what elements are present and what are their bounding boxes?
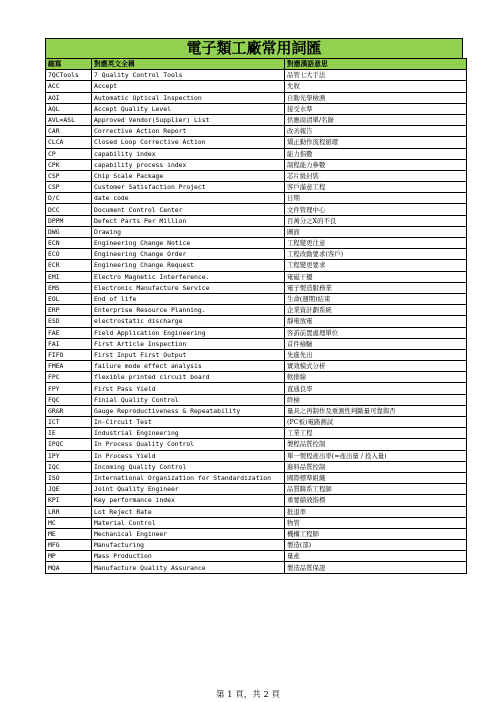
cell-chinese-meaning: (PC板)電路測試	[285, 417, 467, 428]
cell-english-name: capability process index	[92, 159, 285, 170]
table-row	[46, 372, 467, 383]
table-row	[46, 70, 467, 81]
cell-chinese-meaning: 物管	[285, 517, 467, 528]
cell-chinese-meaning: 圖面	[285, 226, 467, 237]
cell-english-name: International Organization for Standardization	[92, 472, 285, 483]
cell-chinese-meaning: 能力指數	[285, 148, 467, 159]
cell-english-name: capability index	[92, 148, 285, 159]
cell-chinese-meaning: 電子製造服務業	[285, 282, 467, 293]
cell-chinese-meaning: 軟排線	[285, 372, 467, 383]
table-row	[46, 562, 467, 573]
cell-chinese-meaning: 品管七大手法	[285, 70, 467, 81]
cell-abbreviation: EMI	[46, 271, 92, 282]
table-row	[46, 81, 467, 92]
cell-abbreviation: CPK	[46, 159, 92, 170]
table-row	[46, 417, 467, 428]
cell-chinese-meaning: 自動光學檢測	[285, 92, 467, 103]
table-row	[46, 170, 467, 181]
glossary-table	[45, 58, 467, 574]
cell-abbreviation: AVL=ASL	[46, 114, 92, 125]
cell-english-name: Joint Quality Engineer	[92, 484, 285, 495]
cell-abbreviation: KPI	[46, 495, 92, 506]
table-row	[46, 495, 467, 506]
cell-abbreviation: AQL	[46, 103, 92, 114]
cell-chinese-meaning: 改善報告	[285, 126, 467, 137]
cell-english-name: Gauge Reproductiveness & Repeatability	[92, 405, 285, 416]
cell-abbreviation: ECR	[46, 260, 92, 271]
cell-abbreviation: FAE	[46, 327, 92, 338]
table-row	[46, 226, 467, 237]
header-row	[46, 59, 467, 70]
cell-abbreviation: DPPM	[46, 215, 92, 226]
cell-abbreviation: FMEA	[46, 361, 92, 372]
cell-abbreviation: IE	[46, 428, 92, 439]
table-row	[46, 551, 467, 562]
cell-abbreviation: JQE	[46, 484, 92, 495]
cell-chinese-meaning: 工程變更注意	[285, 238, 467, 249]
cell-chinese-meaning: 進料品質控制	[285, 461, 467, 472]
cell-abbreviation: ERP	[46, 305, 92, 316]
cell-chinese-meaning: 芯片級封裝	[285, 170, 467, 181]
cell-english-name: Field Application Engineering	[92, 327, 285, 338]
cell-abbreviation: CLCA	[46, 137, 92, 148]
cell-chinese-meaning: 靜電放電	[285, 316, 467, 327]
cell-abbreviation: DCC	[46, 204, 92, 215]
table-row	[46, 472, 467, 483]
cell-abbreviation: LRR	[46, 506, 92, 517]
table-row	[46, 528, 467, 539]
table-row	[46, 349, 467, 360]
cell-abbreviation: FPC	[46, 372, 92, 383]
table-row	[46, 92, 467, 103]
cell-chinese-meaning: 先進先出	[285, 349, 467, 360]
page-footer: 第 1 頁，共 2 頁	[215, 690, 281, 700]
table-row	[46, 114, 467, 125]
cell-english-name: Automatic Optical Inspection	[92, 92, 285, 103]
cell-english-name: Customer Satisfaction Project	[92, 182, 285, 193]
table-row	[46, 215, 467, 226]
cell-english-name: First Input First Output	[92, 349, 285, 360]
cell-chinese-meaning: 終檢	[285, 394, 467, 405]
cell-chinese-meaning: 企業資計劃系統	[285, 305, 467, 316]
cell-chinese-meaning: 實效模式分析	[285, 361, 467, 372]
cell-abbreviation: MQA	[46, 562, 92, 573]
cell-chinese-meaning: 量產	[285, 551, 467, 562]
cell-english-name: Engineering Change Order	[92, 249, 285, 260]
cell-chinese-meaning: 工程改動要求(客戶)	[285, 249, 467, 260]
cell-english-name: Lot Reject Rate	[92, 506, 285, 517]
cell-english-name: First Article Inspection	[92, 338, 285, 349]
table-row	[46, 361, 467, 372]
cell-english-name: Industrial Engineering	[92, 428, 285, 439]
table-row	[46, 159, 467, 170]
cell-chinese-meaning: 允收	[285, 81, 467, 92]
table-row	[46, 103, 467, 114]
cell-chinese-meaning: 製程品質控制	[285, 439, 467, 450]
cell-english-name: Manufacturing	[92, 540, 285, 551]
cell-chinese-meaning: 重要績效指標	[285, 495, 467, 506]
cell-chinese-meaning: 客戶滿意工程	[285, 182, 467, 193]
cell-abbreviation: CSP	[46, 182, 92, 193]
header-chinese-meaning: 對應漢語意思	[285, 59, 467, 70]
cell-abbreviation: IQC	[46, 461, 92, 472]
table-row	[46, 282, 467, 293]
cell-english-name: 7 Quality Control Tools	[92, 70, 285, 81]
cell-english-name: Defect Parts Per Million	[92, 215, 285, 226]
cell-english-name: Corrective Action Report	[92, 126, 285, 137]
cell-english-name: In-Circuit Test	[92, 417, 285, 428]
cell-abbreviation: GR&R	[46, 405, 92, 416]
table-row	[46, 517, 467, 528]
table-row	[46, 260, 467, 271]
cell-english-name: Approved Vendor(Supplier) List	[92, 114, 285, 125]
cell-abbreviation: MP	[46, 551, 92, 562]
cell-english-name: End of life	[92, 293, 285, 304]
cell-english-name: Enterprise Resource Planning.	[92, 305, 285, 316]
cell-english-name: In Process Yield	[92, 450, 285, 461]
cell-abbreviation: AOI	[46, 92, 92, 103]
table-row	[46, 461, 467, 472]
cell-english-name: Material Control	[92, 517, 285, 528]
cell-abbreviation: ICT	[46, 417, 92, 428]
table-row	[46, 305, 467, 316]
cell-chinese-meaning: 百萬分之X的不良	[285, 215, 467, 226]
cell-english-name: First Pass Yield	[92, 383, 285, 394]
cell-english-name: Manufacture Quality Assurance	[92, 562, 285, 573]
cell-abbreviation: ACC	[46, 81, 92, 92]
cell-english-name: Document Control Center	[92, 204, 285, 215]
cell-chinese-meaning: 工業工程	[285, 428, 467, 439]
header-english-name: 對應英文全稱	[92, 59, 285, 70]
cell-english-name: Accept	[92, 81, 285, 92]
table-row	[46, 428, 467, 439]
sheet-title: 電子類工廠常用詞匯	[45, 38, 463, 58]
cell-abbreviation: FIFO	[46, 349, 92, 360]
table-row	[46, 148, 467, 159]
cell-english-name: In Process Quality Control	[92, 439, 285, 450]
cell-chinese-meaning: 制程能力參數	[285, 159, 467, 170]
header-abbreviation: 縮寫	[46, 59, 92, 70]
cell-english-name: Closed Loop Corrective Action	[92, 137, 285, 148]
table-row	[46, 439, 467, 450]
cell-abbreviation: ECN	[46, 238, 92, 249]
table-row	[46, 394, 467, 405]
cell-english-name: Key performance index	[92, 495, 285, 506]
table-row	[46, 204, 467, 215]
table-row	[46, 327, 467, 338]
cell-chinese-meaning: 日期	[285, 193, 467, 204]
cell-abbreviation: FPY	[46, 383, 92, 394]
cell-english-name: Accept Quality Level	[92, 103, 285, 114]
cell-chinese-meaning: 客訴前置處理單位	[285, 327, 467, 338]
cell-abbreviation: CP	[46, 148, 92, 159]
cell-abbreviation: EOL	[46, 293, 92, 304]
cell-english-name: Electronic Manufacture Service	[92, 282, 285, 293]
cell-abbreviation: ISO	[46, 472, 92, 483]
cell-english-name: Mass Production	[92, 551, 285, 562]
cell-chinese-meaning: 製造品質保證	[285, 562, 467, 573]
cell-chinese-meaning: 首件檢驗	[285, 338, 467, 349]
cell-english-name: Incoming Quality Control	[92, 461, 285, 472]
cell-chinese-meaning: 接受水準	[285, 103, 467, 114]
cell-chinese-meaning: 國際標準組織	[285, 472, 467, 483]
table-row	[46, 506, 467, 517]
cell-abbreviation: ECO	[46, 249, 92, 260]
table-row	[46, 540, 467, 551]
cell-chinese-meaning: 供應商清單/名錄	[285, 114, 467, 125]
cell-abbreviation: CSP	[46, 170, 92, 181]
cell-english-name: Electro Magnetic Interference.	[92, 271, 285, 282]
table-row	[46, 316, 467, 327]
cell-abbreviation: IPQC	[46, 439, 92, 450]
table-row	[46, 338, 467, 349]
cell-chinese-meaning: 品質聯系工程師	[285, 484, 467, 495]
table-row	[46, 293, 467, 304]
cell-chinese-meaning: 直通良率	[285, 383, 467, 394]
table-row	[46, 484, 467, 495]
cell-abbreviation: D/C	[46, 193, 92, 204]
table-row	[46, 405, 467, 416]
table-row	[46, 137, 467, 148]
cell-chinese-meaning: 文件管理中心	[285, 204, 467, 215]
cell-abbreviation: DWG	[46, 226, 92, 237]
table-row	[46, 238, 467, 249]
cell-abbreviation: IPY	[46, 450, 92, 461]
cell-abbreviation: ME	[46, 528, 92, 539]
cell-chinese-meaning: 電磁干擾	[285, 271, 467, 282]
cell-abbreviation: MFG	[46, 540, 92, 551]
cell-abbreviation: 7QCTools	[46, 70, 92, 81]
table-row	[46, 249, 467, 260]
cell-english-name: Chip Scale Package	[92, 170, 285, 181]
cell-chinese-meaning: 批退率	[285, 506, 467, 517]
cell-english-name: electrostatic discharge	[92, 316, 285, 327]
cell-english-name: Engineering Change Notice	[92, 238, 285, 249]
cell-english-name: Drawing	[92, 226, 285, 237]
cell-abbreviation: EMS	[46, 282, 92, 293]
cell-chinese-meaning: 量具之再制作及重測性判斷量可靠與否	[285, 405, 467, 416]
cell-chinese-meaning: 機構工程師	[285, 528, 467, 539]
cell-abbreviation: ESD	[46, 316, 92, 327]
cell-english-name: Engineering Change Request	[92, 260, 285, 271]
table-row	[46, 271, 467, 282]
cell-chinese-meaning: 矯正動作流程循環	[285, 137, 467, 148]
cell-english-name: flexible printed circuit board	[92, 372, 285, 383]
cell-english-name: failure mode effect analysis	[92, 361, 285, 372]
table-row	[46, 193, 467, 204]
cell-abbreviation: FAI	[46, 338, 92, 349]
cell-abbreviation: MC	[46, 517, 92, 528]
table-row	[46, 182, 467, 193]
glossary-sheet	[45, 38, 463, 574]
cell-chinese-meaning: 生命(週期)結束	[285, 293, 467, 304]
cell-chinese-meaning: 單一製程產出率(=產出量 / 投入量)	[285, 450, 467, 461]
cell-abbreviation: FQC	[46, 394, 92, 405]
cell-english-name: date code	[92, 193, 285, 204]
table-row	[46, 126, 467, 137]
table-row	[46, 383, 467, 394]
cell-english-name: Finial Quality Control	[92, 394, 285, 405]
cell-chinese-meaning: 製造(部)	[285, 540, 467, 551]
table-row	[46, 450, 467, 461]
cell-chinese-meaning: 工程變更要求	[285, 260, 467, 271]
cell-abbreviation: CAR	[46, 126, 92, 137]
cell-english-name: Mechanical Engineer	[92, 528, 285, 539]
